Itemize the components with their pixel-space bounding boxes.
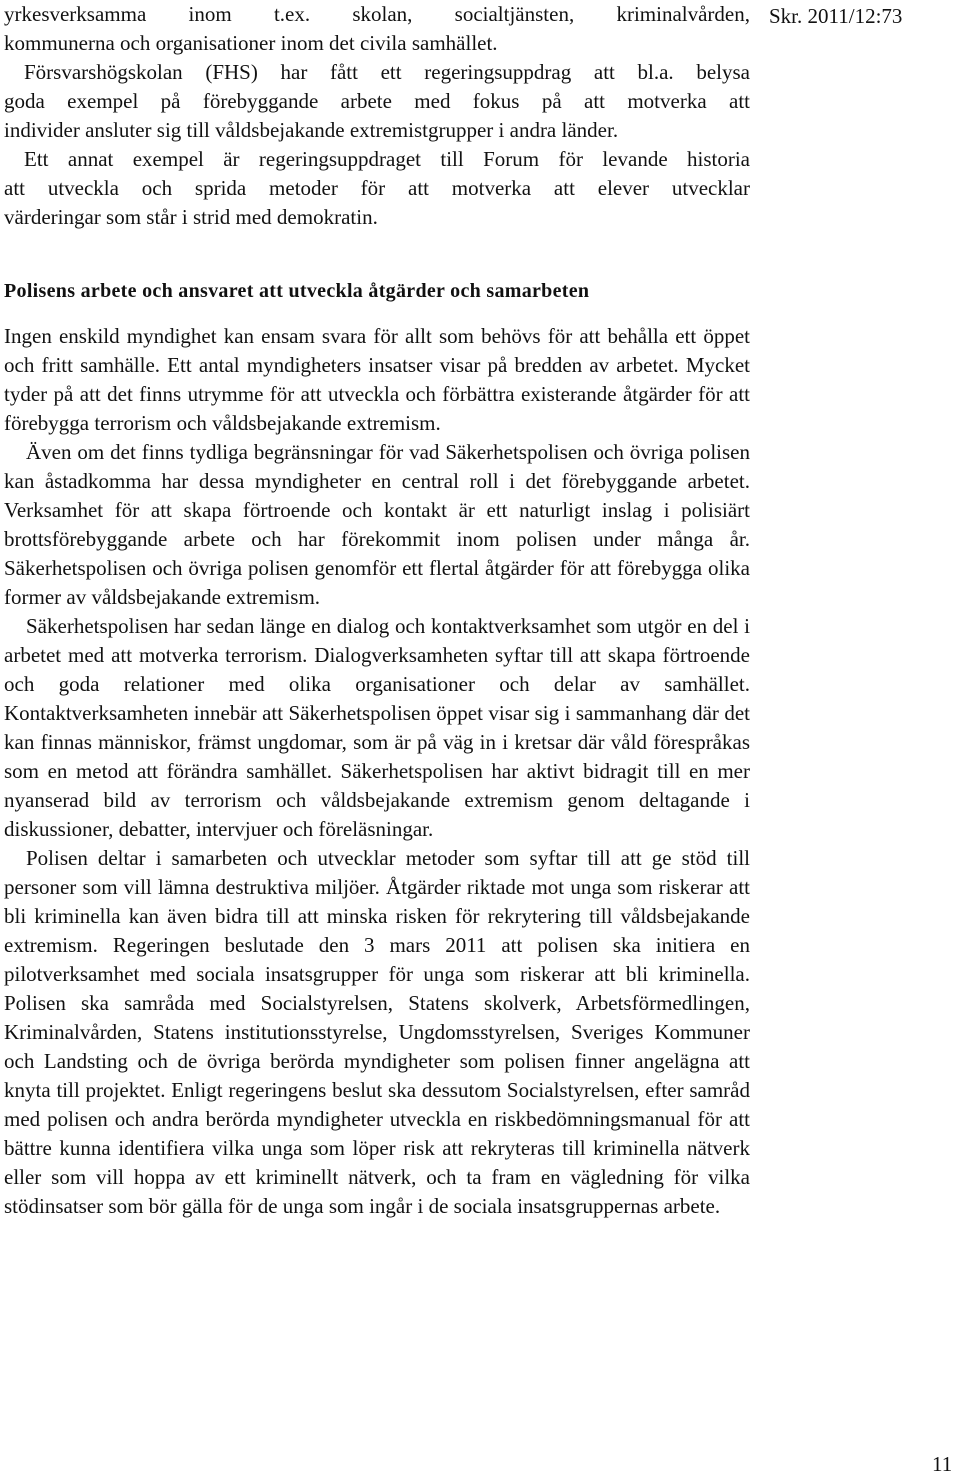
- paragraph: Polisen deltar i samarbeten och utvecklar metoder som syftar till att ge stöd till personer som vill lämna destruktiva miljöer. Åtgärder riktade mot unga som riskerar att bli kriminella kan även bidra till att minska risken för rekrytering till våldsbejakande extremism. Regeringen beslutade den 3 mars 2011 att polisen ska initiera en pilotverksamhet med sociala insatsgrupper för unga som riskerar att bli kriminella. Polisen ska samråda med Socialstyrelsen, Statens skolverk, Arbetsförmedlingen, Kriminalvården, Statens institutionsstyrelse, Ungdomsstyrelsen, Sveriges Kommuner och Landsting och de övriga berörda myndigheter som polisen finner angelägna att knyta till projektet. Enligt regeringens beslut ska dessutom Socialstyrelsen, efter samråd med polisen och andra berörda myndigheter utveckla en riskbedömningsmanual för att bättre kunna identifiera vilka unga som löper risk att rekryteras till kriminella nätverk eller som vill hoppa av ett kriminellt nätverk, och ta fram en vägledning för vilka stödinsatser som bör gälla för de unga som ingår i de sociala insatsgruppernas arbete.: [4, 846, 750, 1218]
- intro-text: [4, 0, 750, 232]
- intro-line: individer ansluter sig till våldsbejakande extremistgrupper i andra länder.: [4, 118, 619, 142]
- section-heading: Polisens arbete och ansvaret att utveckla åtgärder och samarbeten: [4, 280, 590, 302]
- intro-line: kommunerna och organisationer inom det civila samhället.: [4, 31, 498, 55]
- intro-line: goda exempel på förebyggande arbete med fokus på att motverka att: [4, 89, 750, 113]
- intro-line: yrkesverksamma inom t.ex. skolan, socialtjänsten, kriminalvården,: [4, 2, 750, 26]
- paragraph: Säkerhetspolisen har sedan länge en dialog och kontaktverksamhet som utgör en del i arbetet med att motverka terrorism. Dialogverksamheten syftar till att skapa förtroende och goda relationer med olika organisationer och delar av samhället. Kontaktverksamheten innebär att Säkerhetspolisen öppet visar sig i sammanhang där det kan finnas människor, främst ungdomar, som är på väg in i kretsar där våld förespråkas som en metod att förändra samhället. Säkerhetspolisen har aktivt bidragit till en mer nyanserad bild av terrorism och våldsbejakande extremism genom deltagande i diskussioner, debatter, intervjuer och föreläsningar.: [4, 614, 750, 841]
- paragraph: Ingen enskild myndighet kan ensam svara för allt som behövs för att behålla ett öppet och fritt samhälle. Ett antal myndigheters insatser visar på bredden av arbetet. Mycket tyder på att det finns utrymme för att utveckla och förbättra existerande åtgärder för att förebygga terrorism och våldsbejakande extremism.: [4, 324, 750, 435]
- intro-line: att utveckla och sprida metoder för att motverka att elever utvecklar: [4, 176, 750, 200]
- intro-line: Ett annat exempel är regeringsuppdraget till Forum för levande historia: [24, 147, 750, 171]
- page-number: 11: [932, 1452, 953, 1476]
- intro-line: Försvarshögskolan (FHS) har fått ett regeringsuppdrag att bl.a. belysa: [24, 60, 750, 84]
- paragraph: Även om det finns tydliga begränsningar för vad Säkerhetspolisen och övriga polisen kan åstadkomma har dessa myndigheter en central roll i det förebyggande arbetet. Verksamhet för att skapa förtroende och kontakt är ett naturligt inslag i polisiärt brottsförebyggande arbete och har förekommit inom polisen under många år. Säkerhetspolisen och övriga polisen genomför ett flertal åtgärder för att förebygga olika former av våldsbejakande extremism.: [4, 440, 750, 609]
- intro-line: värderingar som står i strid med demokratin.: [4, 205, 378, 229]
- page-body: [4, 0, 750, 1221]
- document-reference: Skr. 2011/12:73: [769, 4, 903, 28]
